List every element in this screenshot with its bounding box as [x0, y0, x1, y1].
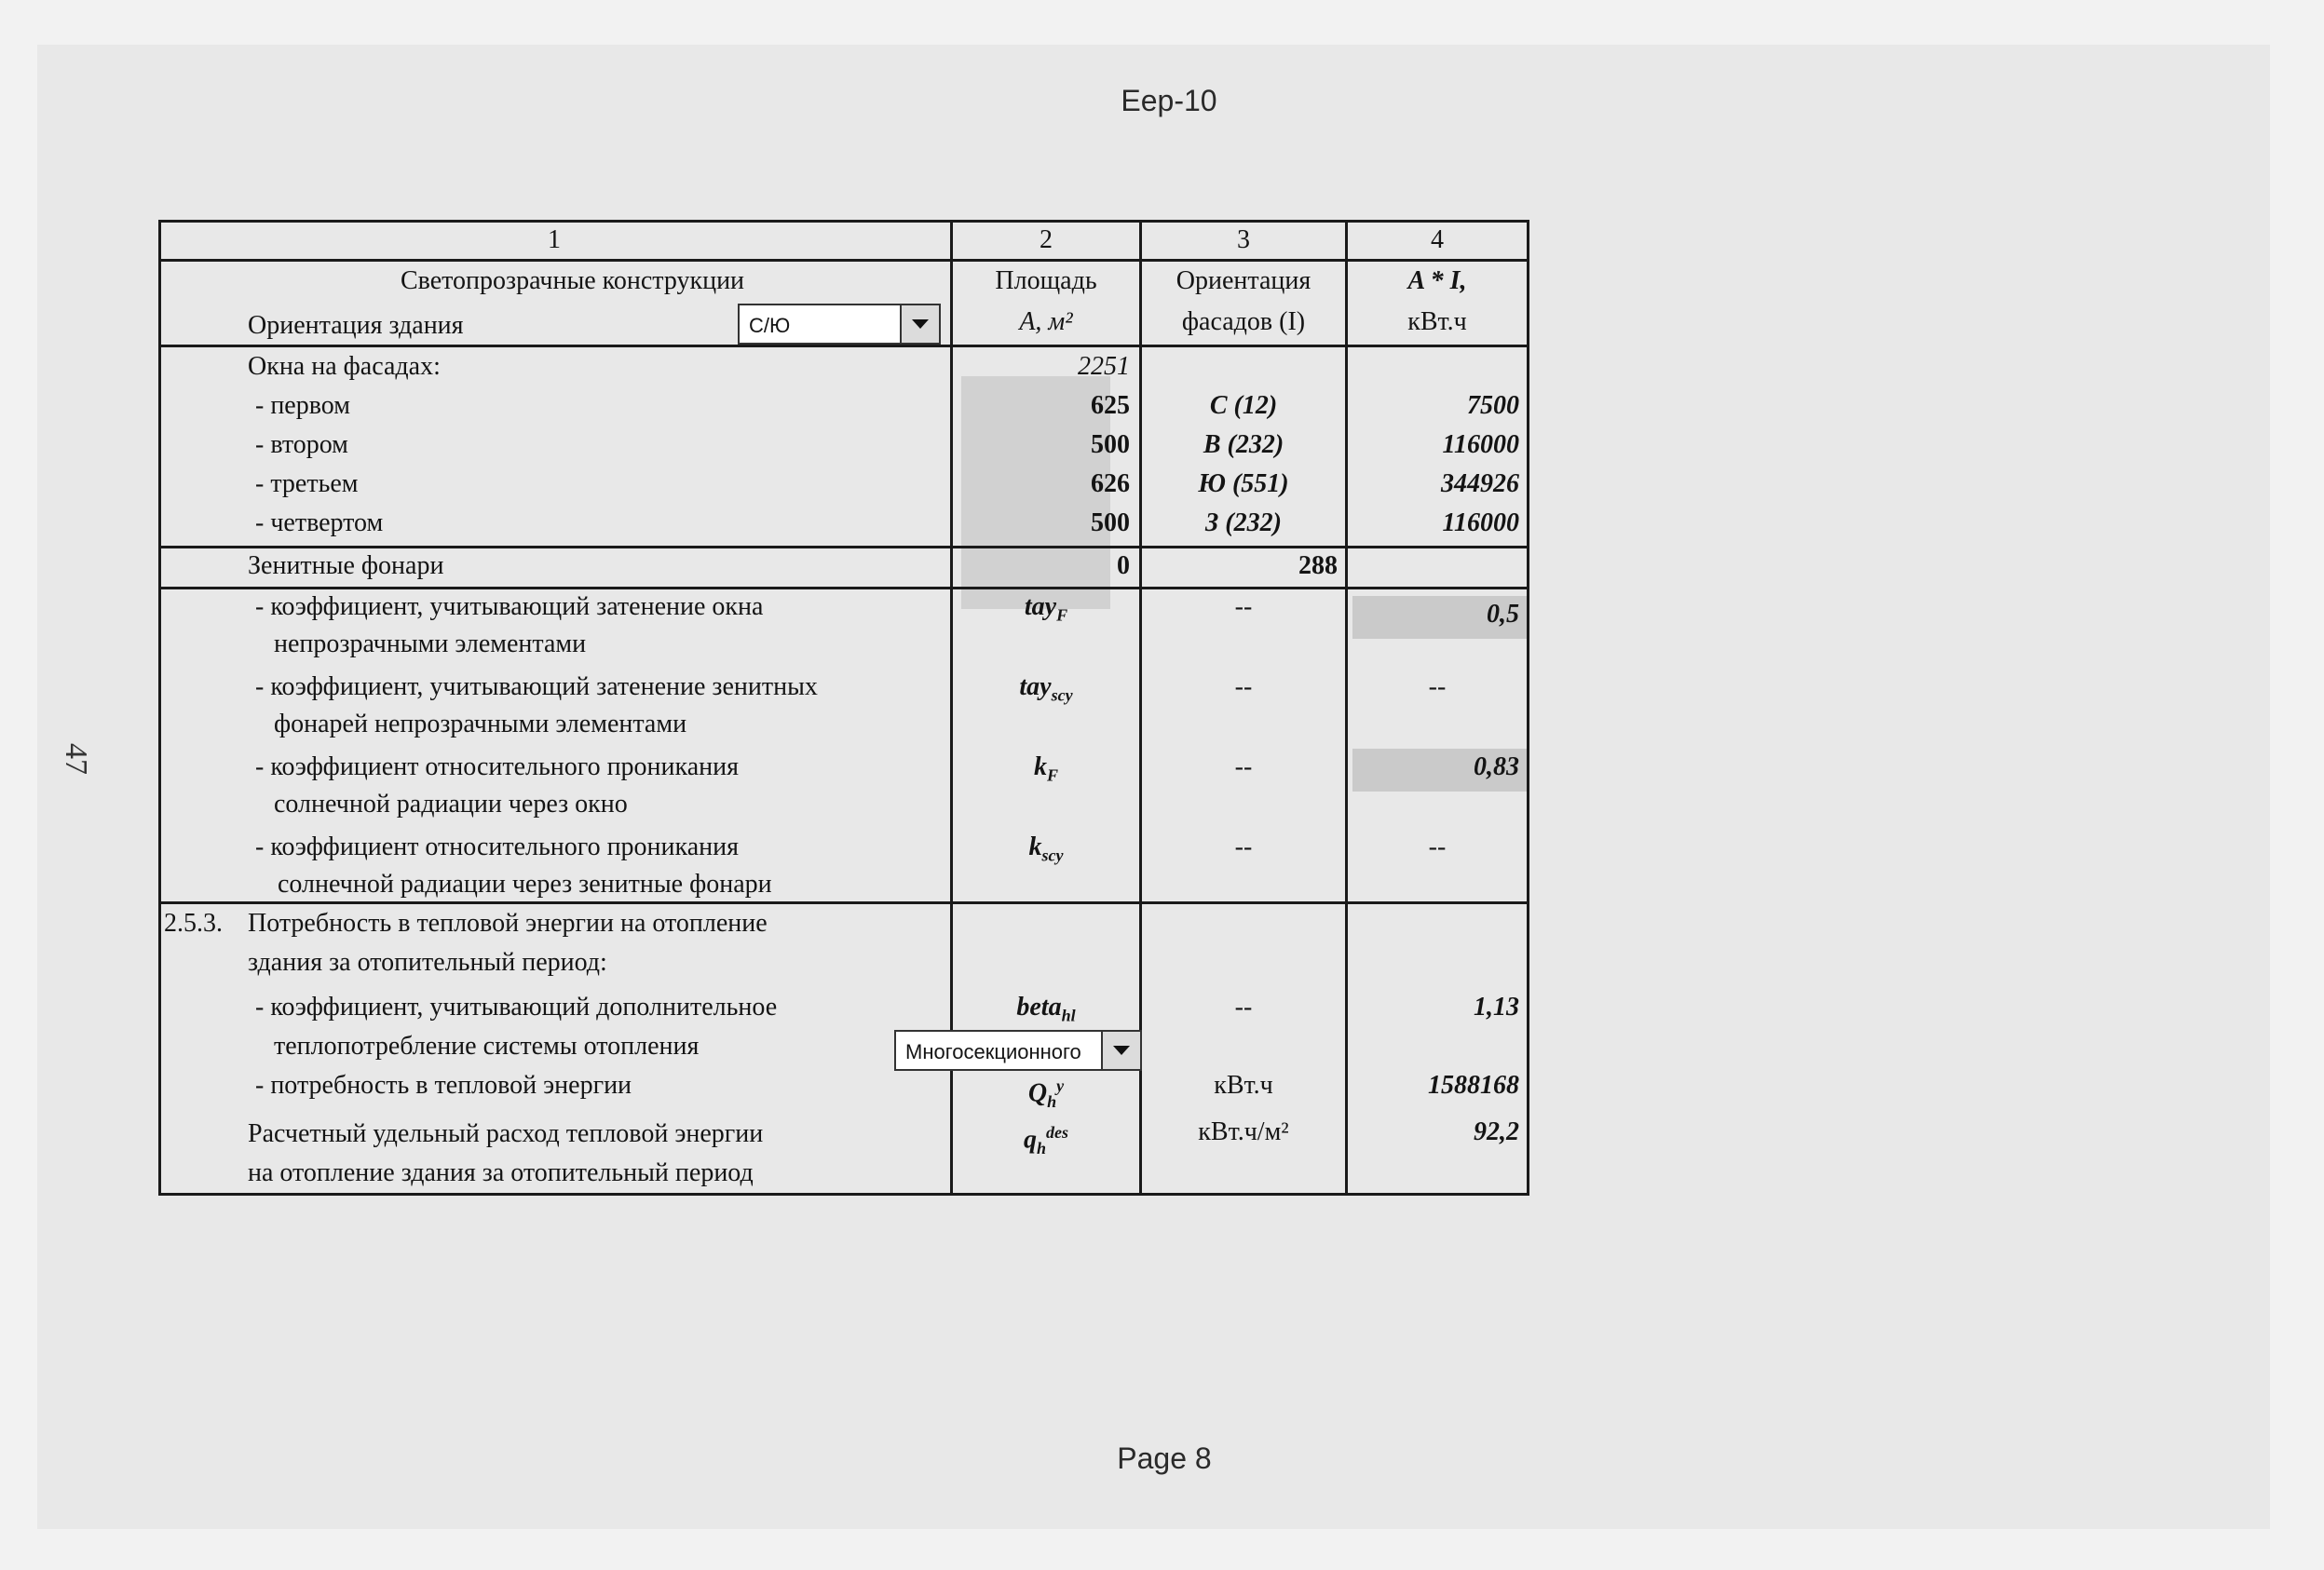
- page-footer: Page 8: [1117, 1441, 1212, 1475]
- coef-4-value: --: [1428, 832, 1447, 861]
- coef-2-line2: фонарей непрозрачными элементами: [274, 710, 687, 738]
- window-row-4-orient: З (232): [1205, 508, 1282, 537]
- section-number: 2.5.3.: [164, 909, 223, 938]
- energy-table: [158, 220, 1529, 1196]
- coef-3-orient: --: [1234, 752, 1253, 781]
- coef-2-value: --: [1428, 672, 1447, 701]
- window-row-1-orient: С (12): [1209, 391, 1278, 420]
- row-line-header: [158, 259, 1529, 262]
- specific-line1: Расчетный удельный расход тепловой энергии: [248, 1119, 764, 1148]
- orient-header-line1: Ориентация: [1176, 266, 1311, 295]
- orientation-select[interactable]: [738, 304, 941, 345]
- window-row-4-area: 500: [1091, 508, 1130, 537]
- col-number-1: 1: [548, 225, 561, 254]
- section-title-line2: здания за отопительный период:: [248, 948, 607, 977]
- orientation-label: Ориентация здания: [248, 311, 464, 340]
- specific-symbol: $q_h^{des}$: [1023, 1123, 1068, 1157]
- coef-2-line1: - коэффициент, учитывающий затенение зенитных: [255, 672, 818, 701]
- area-header-line1: Площадь: [995, 266, 1097, 295]
- skylights-orient: 288: [1298, 551, 1338, 580]
- window-row-3-value: 344926: [1441, 469, 1519, 498]
- coef-1-line1: - коэффициент, учитывающий затенение окна: [255, 592, 764, 621]
- window-row-1-value: 7500: [1467, 391, 1519, 420]
- window-row-2-value: 116000: [1442, 430, 1519, 459]
- table-border-left: [158, 220, 161, 1196]
- beta-line2: теплопотребление системы отопления: [274, 1032, 700, 1061]
- coef-4-line2: солнечной радиации через зенитные фонари: [278, 870, 772, 899]
- windows-total-area: 2251: [1078, 352, 1130, 381]
- coef-1-value: 0,5: [1487, 600, 1519, 629]
- row-line-skylights-end: [158, 587, 1529, 589]
- need-value: 1588168: [1428, 1071, 1519, 1100]
- specific-value: 92,2: [1474, 1117, 1519, 1146]
- row-line-coefs-end: [158, 901, 1529, 904]
- window-row-1-area: 625: [1091, 391, 1130, 420]
- table-border-right: [1527, 220, 1529, 1196]
- skylights-area: 0: [1117, 551, 1130, 580]
- coef-3-line2: солнечной радиации через окно: [274, 790, 628, 819]
- specific-unit: кВт.ч/м²: [1198, 1117, 1289, 1146]
- coef-4-symbol: $k_{scy}$: [1028, 832, 1064, 865]
- coef-1-line2: непрозрачными элементами: [274, 629, 587, 658]
- skylights-label: Зенитные фонари: [248, 551, 444, 580]
- chevron-down-icon[interactable]: [900, 305, 939, 343]
- coef-3-line1: - коэффициент относительного проникания: [255, 752, 739, 781]
- need-symbol: $Q_h^y$: [1027, 1076, 1065, 1111]
- chevron-down-icon[interactable]: [1101, 1032, 1140, 1069]
- coef-1-orient: --: [1234, 592, 1253, 621]
- need-unit: кВт.ч: [1214, 1071, 1273, 1100]
- col-number-3: 3: [1237, 225, 1250, 254]
- col-number-4: 4: [1431, 225, 1444, 254]
- orient-header-line2: фасадов (I): [1181, 307, 1306, 336]
- window-row-2-area: 500: [1091, 430, 1130, 459]
- table-border-top: [158, 220, 1529, 223]
- coef-3-symbol: $k_F$: [1033, 752, 1058, 785]
- coef-4-orient: --: [1234, 832, 1253, 861]
- section-title-line1: Потребность в тепловой энергии на отопление: [248, 909, 768, 938]
- window-row-2-orient: В (232): [1203, 430, 1284, 459]
- row-line-windows-end: [158, 546, 1529, 548]
- window-row-4-label: - четвертом: [255, 508, 384, 537]
- need-label: - потребность в тепловой энергии: [255, 1071, 632, 1100]
- coef-4-line1: - коэффициент относительного проникания: [255, 832, 739, 861]
- heating-system-select-value: Многосекционного: [905, 1040, 1081, 1063]
- coef-3-value: 0,83: [1474, 752, 1519, 781]
- coef-2-symbol: tay$_{scy}$: [1019, 672, 1073, 705]
- side-page-number: 47: [59, 743, 93, 775]
- coef-2-orient: --: [1234, 672, 1253, 701]
- area-header-line2: A, м²: [1019, 307, 1073, 336]
- col-number-2: 2: [1040, 225, 1053, 254]
- window-row-3-orient: Ю (551): [1198, 469, 1289, 498]
- ai-header-line2: кВт.ч: [1407, 307, 1467, 336]
- window-row-3-label: - третьем: [255, 469, 359, 498]
- windows-label: Окна на фасадах:: [248, 352, 441, 381]
- window-row-4-value: 116000: [1442, 508, 1519, 537]
- heating-system-select[interactable]: [894, 1030, 1142, 1071]
- specific-line2: на отопление здания за отопительный период: [248, 1158, 754, 1187]
- window-row-1-label: - первом: [255, 391, 350, 420]
- page-header-code: Eep-10: [1121, 84, 1217, 117]
- table-border-bottom: [158, 1193, 1529, 1196]
- beta-value: 1,13: [1474, 993, 1519, 1022]
- beta-orient: --: [1234, 993, 1253, 1022]
- ai-header-line1: A * I,: [1407, 266, 1467, 295]
- beta-symbol: beta$_{hl}$: [1016, 993, 1076, 1025]
- col-line-3: [1345, 220, 1348, 1196]
- orientation-select-value: С/Ю: [749, 314, 791, 337]
- coef-1-symbol: tay$_F$: [1024, 592, 1068, 625]
- row-line-head-end: [158, 345, 1529, 347]
- beta-line1: - коэффициент, учитывающий дополнительное: [255, 993, 778, 1022]
- window-row-2-label: - втором: [255, 430, 348, 459]
- window-row-3-area: 626: [1091, 469, 1130, 498]
- header-title: Светопрозрачные конструкции: [401, 266, 745, 295]
